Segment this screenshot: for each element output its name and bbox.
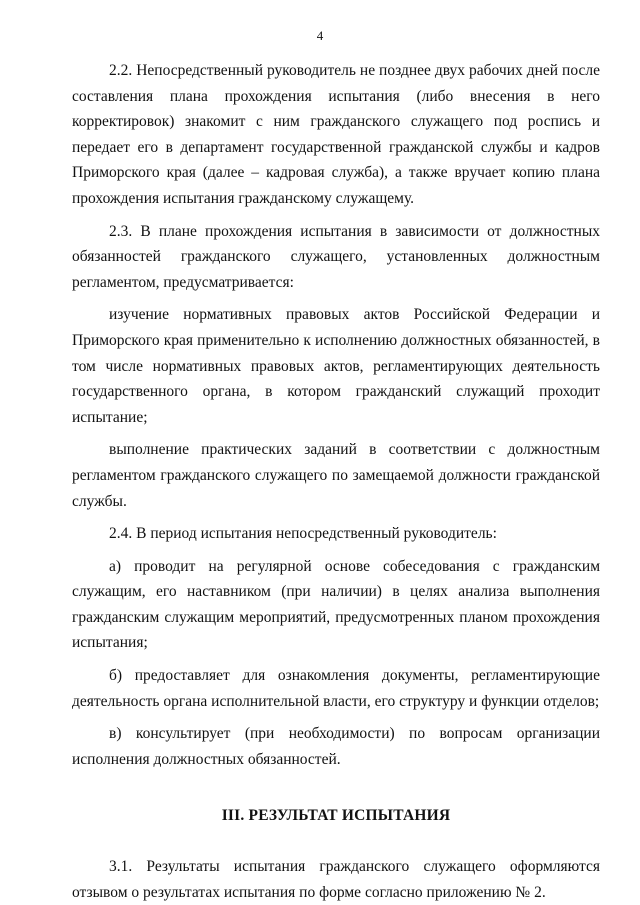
list-item-study-acts: изучение нормативных правовых актов Российской Федерации и Приморского края применительно к исполнению должностных обязанностей, в том числе нормативных правовых актов, регламентирующих деятельность государственного органа, в котором гражданский служащий проходит испытание; — [72, 306, 600, 426]
list-item-v: в) консультирует (при необходимости) по вопросам организации исполнения должностных обязанностей. — [72, 725, 600, 768]
paragraph-2-2: 2.2. Непосредственный руководитель не позднее двух рабочих дней после составления плана прохождения испытания (либо внесения в него корректировок) знакомит с ним гражданского служащего под роспись и передает его в департамент государственной гражданской службы и кадров Приморского края (далее – кадровая служба), а также вручает копию плана прохождения испытания гражданскому служащему. — [72, 62, 600, 207]
list-item-b: б) предоставляет для ознакомления документы, регламентирующие деятельность органа исполнительной власти, его структуру и функции отделов; — [72, 667, 600, 710]
page-number: 4 — [316, 28, 324, 43]
section-title: III. РЕЗУЛЬТАТ ИСПЫТАНИЯ — [221, 807, 451, 825]
paragraph-2-4: 2.4. В период испытания непосредственный руководитель: — [109, 525, 497, 543]
list-item-a: а) проводит на регулярной основе собеседования с гражданским служащим, его наставником (при наличии) в целях анализа выполнения гражданским служащим мероприятий, предусмотренных планом прохождения испытания; — [72, 557, 600, 652]
document-body — [72, 58, 600, 905]
paragraph-2-3: 2.3. В плане прохождения испытания в зависимости от должностных обязанностей гражданского служащего, установленных должностным регламентом, предусматривается: — [72, 222, 600, 291]
paragraph-3-1: 3.1. Результаты испытания гражданского служащего оформляются отзывом о результатах испытания по форме согласно приложению № 2. — [72, 858, 600, 901]
list-item-practical-tasks: выполнение практических заданий в соответствии с должностным регламентом гражданского служащего по замещаемой должности гражданской службы. — [72, 441, 600, 510]
